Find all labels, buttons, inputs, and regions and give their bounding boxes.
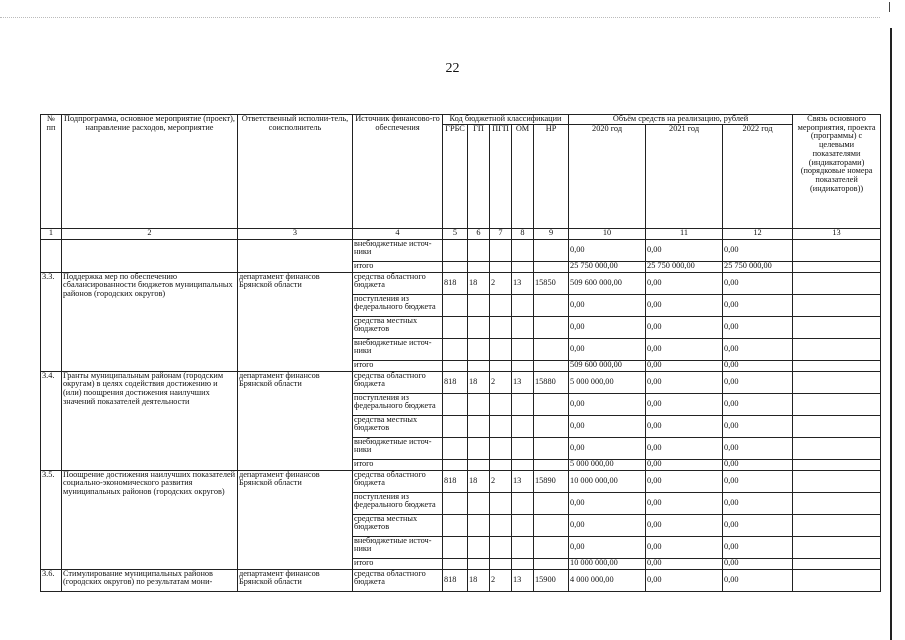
amount-2022: 0,00	[723, 492, 793, 514]
kbk-om	[512, 536, 534, 558]
indicator-link	[793, 239, 881, 261]
kbk-gp	[468, 261, 490, 272]
amount-2021: 0,00	[646, 437, 723, 459]
kbk-grbs	[443, 415, 468, 437]
kbk-pgp	[490, 393, 512, 415]
top-dotted-edge	[0, 17, 880, 21]
kbk-pgp	[490, 360, 512, 371]
indicator-link	[793, 492, 881, 514]
kbk-gp: 18	[468, 371, 490, 393]
kbk-pgp	[490, 294, 512, 316]
table-row	[41, 470, 881, 492]
funding-source: средства местных бюджетов	[353, 316, 443, 338]
header-pgp: ПГП	[490, 124, 512, 228]
kbk-pgp: 2	[490, 371, 512, 393]
kbk-pgp	[490, 459, 512, 470]
kbk-om	[512, 360, 534, 371]
page-number: 22	[445, 61, 460, 76]
amount-2020: 0,00	[569, 415, 646, 437]
amount-2020: 0,00	[569, 393, 646, 415]
kbk-gp	[468, 393, 490, 415]
header-nr: НР	[534, 124, 569, 228]
col-number: 8	[512, 228, 534, 239]
kbk-nr	[534, 492, 569, 514]
col-number: 5	[443, 228, 468, 239]
amount-2020: 0,00	[569, 536, 646, 558]
kbk-grbs	[443, 558, 468, 569]
amount-2022: 0,00	[723, 470, 793, 492]
kbk-grbs	[443, 294, 468, 316]
kbk-nr	[534, 459, 569, 470]
amount-2021: 0,00	[646, 272, 723, 294]
kbk-gp	[468, 514, 490, 536]
amount-2021: 0,00	[646, 536, 723, 558]
header-grbs: ГРБС	[443, 124, 468, 228]
kbk-nr	[534, 415, 569, 437]
amount-2021: 0,00	[646, 569, 723, 591]
right-page-border	[890, 28, 892, 640]
header-source: Источник финансово-го обеспечения	[353, 115, 443, 229]
amount-2021: 0,00	[646, 393, 723, 415]
kbk-nr	[534, 360, 569, 371]
kbk-grbs	[443, 514, 468, 536]
col-number: 2	[62, 228, 238, 239]
amount-2021: 0,00	[646, 360, 723, 371]
kbk-nr	[534, 437, 569, 459]
funding-source: поступления из федерального бюджета	[353, 294, 443, 316]
col-number: 3	[238, 228, 353, 239]
col-number: 1	[41, 228, 62, 239]
header-row	[41, 115, 881, 125]
header-om: ОМ	[512, 124, 534, 228]
amount-2022: 0,00	[723, 558, 793, 569]
amount-2020: 0,00	[569, 514, 646, 536]
executor: департамент финансов Брянской области	[238, 470, 353, 569]
amount-2020: 5 000 000,00	[569, 459, 646, 470]
amount-2020: 25 750 000,00	[569, 261, 646, 272]
amount-2022: 0,00	[723, 459, 793, 470]
kbk-pgp	[490, 338, 512, 360]
funding-source: средства местных бюджетов	[353, 514, 443, 536]
amount-2020: 10 000 000,00	[569, 558, 646, 569]
kbk-nr	[534, 558, 569, 569]
kbk-pgp	[490, 536, 512, 558]
amount-2020: 509 600 000,00	[569, 360, 646, 371]
kbk-gp	[468, 437, 490, 459]
program-name: Стимулирование муниципальных районов (городских округов) по результатам мони-	[62, 569, 238, 591]
indicator-link	[793, 294, 881, 316]
kbk-om	[512, 316, 534, 338]
program-name: Поощрение достижения наилучших показателей социально-экономического развития муниципальных районов (городских округов)	[62, 470, 238, 569]
table-row	[41, 569, 881, 591]
executor: департамент финансов Брянской области	[238, 569, 353, 591]
kbk-pgp	[490, 316, 512, 338]
row-number: 3.4.	[41, 371, 62, 470]
table-row	[41, 239, 881, 261]
row-number: 3.5.	[41, 470, 62, 569]
kbk-nr: 15880	[534, 371, 569, 393]
column-numbers-row	[41, 228, 881, 239]
col-number: 13	[793, 228, 881, 239]
kbk-om	[512, 492, 534, 514]
indicator-link	[793, 360, 881, 371]
kbk-gp	[468, 558, 490, 569]
kbk-gp	[468, 492, 490, 514]
kbk-pgp	[490, 261, 512, 272]
kbk-gp	[468, 294, 490, 316]
col-number: 4	[353, 228, 443, 239]
col-number: 9	[534, 228, 569, 239]
header-volume: Объём средств на реализацию, рублей	[569, 115, 793, 125]
kbk-pgp	[490, 558, 512, 569]
program-name: Поддержка мер по обеспечению сбалансированности бюджетов муниципальных районов (городских округов)	[62, 272, 238, 371]
kbk-grbs	[443, 459, 468, 470]
amount-2021: 25 750 000,00	[646, 261, 723, 272]
funding-source: поступления из федерального бюджета	[353, 492, 443, 514]
kbk-grbs	[443, 492, 468, 514]
kbk-nr	[534, 338, 569, 360]
amount-2021: 0,00	[646, 294, 723, 316]
kbk-nr	[534, 514, 569, 536]
kbk-pgp: 2	[490, 470, 512, 492]
kbk-gp: 18	[468, 569, 490, 591]
header-executor: Ответственный исполни-тель, соисполнитель	[238, 115, 353, 229]
kbk-om	[512, 261, 534, 272]
kbk-gp	[468, 415, 490, 437]
indicator-link	[793, 470, 881, 492]
indicator-link	[793, 514, 881, 536]
program-name: Гранты муниципальным районам (городским округам) в целях содействия достижению и (или) поощрения достижения наилучших значений показателей деятельности	[62, 371, 238, 470]
funding-source: внебюджетные источ-ники	[353, 239, 443, 261]
kbk-nr: 15850	[534, 272, 569, 294]
amount-2022: 0,00	[723, 514, 793, 536]
kbk-nr	[534, 294, 569, 316]
amount-2022: 0,00	[723, 437, 793, 459]
amount-2022: 0,00	[723, 415, 793, 437]
indicator-link	[793, 316, 881, 338]
executor: департамент финансов Брянской области	[238, 272, 353, 371]
kbk-grbs	[443, 393, 468, 415]
kbk-gp	[468, 239, 490, 261]
kbk-grbs	[443, 536, 468, 558]
kbk-om	[512, 338, 534, 360]
header-kbk: Код бюджетной классификации	[443, 115, 569, 125]
kbk-om: 13	[512, 272, 534, 294]
amount-2022: 0,00	[723, 338, 793, 360]
kbk-gp	[468, 316, 490, 338]
indicator-link	[793, 536, 881, 558]
header-2021: 2021 год	[646, 124, 723, 228]
kbk-nr	[534, 261, 569, 272]
amount-2022: 0,00	[723, 371, 793, 393]
amount-2021: 0,00	[646, 459, 723, 470]
total-label: итого	[353, 360, 443, 371]
kbk-gp	[468, 536, 490, 558]
funding-source: средства областного бюджета	[353, 272, 443, 294]
amount-2022: 0,00	[723, 316, 793, 338]
amount-2020: 0,00	[569, 437, 646, 459]
kbk-gp	[468, 360, 490, 371]
amount-2022: 0,00	[723, 360, 793, 371]
amount-2020: 0,00	[569, 239, 646, 261]
col-number: 12	[723, 228, 793, 239]
row-number: 3.6.	[41, 569, 62, 591]
funding-source: средства областного бюджета	[353, 569, 443, 591]
funding-source: внебюджетные источ-ники	[353, 338, 443, 360]
kbk-gp: 18	[468, 272, 490, 294]
kbk-om	[512, 415, 534, 437]
kbk-om	[512, 514, 534, 536]
kbk-grbs: 818	[443, 569, 468, 591]
funding-source: внебюджетные источ-ники	[353, 437, 443, 459]
kbk-nr: 15900	[534, 569, 569, 591]
kbk-grbs	[443, 360, 468, 371]
amount-2022: 0,00	[723, 393, 793, 415]
row-number	[41, 239, 62, 272]
kbk-om	[512, 393, 534, 415]
amount-2020: 4 000 000,00	[569, 569, 646, 591]
funding-source: средства местных бюджетов	[353, 415, 443, 437]
kbk-grbs: 818	[443, 470, 468, 492]
col-number: 7	[490, 228, 512, 239]
indicator-link	[793, 393, 881, 415]
executor: департамент финансов Брянской области	[238, 371, 353, 470]
amount-2020: 509 600 000,00	[569, 272, 646, 294]
kbk-om: 13	[512, 470, 534, 492]
header-link: Связь основного мероприятия, проекта (программы) с целевыми показателями (индикаторами) (порядковые номера показателей (индикаторов))	[793, 115, 881, 229]
col-number: 11	[646, 228, 723, 239]
amount-2021: 0,00	[646, 338, 723, 360]
amount-2021: 0,00	[646, 514, 723, 536]
col-number: 10	[569, 228, 646, 239]
indicator-link	[793, 415, 881, 437]
kbk-grbs: 818	[443, 272, 468, 294]
kbk-om: 13	[512, 569, 534, 591]
amount-2021: 0,00	[646, 415, 723, 437]
kbk-gp: 18	[468, 470, 490, 492]
table-row	[41, 272, 881, 294]
kbk-om	[512, 294, 534, 316]
indicator-link	[793, 437, 881, 459]
total-label: итого	[353, 261, 443, 272]
kbk-om	[512, 239, 534, 261]
funding-source: средства областного бюджета	[353, 371, 443, 393]
kbk-pgp: 2	[490, 272, 512, 294]
indicator-link	[793, 371, 881, 393]
kbk-nr	[534, 393, 569, 415]
kbk-grbs	[443, 239, 468, 261]
kbk-pgp	[490, 239, 512, 261]
kbk-nr	[534, 316, 569, 338]
amount-2021: 0,00	[646, 558, 723, 569]
right-edge-tick	[889, 2, 890, 12]
budget-table	[40, 114, 881, 592]
kbk-om: 13	[512, 371, 534, 393]
amount-2020: 0,00	[569, 294, 646, 316]
indicator-link	[793, 338, 881, 360]
kbk-pgp: 2	[490, 569, 512, 591]
header-program: Подпрограмма, основное мероприятие (проект), направление расходов, мероприятие	[62, 115, 238, 229]
header-gp: ГП	[468, 124, 490, 228]
amount-2021: 0,00	[646, 316, 723, 338]
kbk-pgp	[490, 514, 512, 536]
table-row	[41, 371, 881, 393]
kbk-pgp	[490, 437, 512, 459]
amount-2022: 25 750 000,00	[723, 261, 793, 272]
funding-source: поступления из федерального бюджета	[353, 393, 443, 415]
header-num: № пп	[41, 115, 62, 229]
total-label: итого	[353, 459, 443, 470]
amount-2022: 0,00	[723, 294, 793, 316]
amount-2020: 0,00	[569, 316, 646, 338]
program-name	[62, 239, 238, 272]
kbk-grbs	[443, 437, 468, 459]
funding-source: средства областного бюджета	[353, 470, 443, 492]
kbk-gp	[468, 338, 490, 360]
indicator-link	[793, 272, 881, 294]
amount-2022: 0,00	[723, 536, 793, 558]
col-number: 6	[468, 228, 490, 239]
kbk-om	[512, 558, 534, 569]
amount-2020: 5 000 000,00	[569, 371, 646, 393]
kbk-om	[512, 459, 534, 470]
amount-2021: 0,00	[646, 470, 723, 492]
amount-2021: 0,00	[646, 239, 723, 261]
amount-2022: 0,00	[723, 272, 793, 294]
amount-2022: 0,00	[723, 569, 793, 591]
indicator-link	[793, 459, 881, 470]
amount-2022: 0,00	[723, 239, 793, 261]
kbk-grbs	[443, 261, 468, 272]
kbk-pgp	[490, 492, 512, 514]
kbk-gp	[468, 459, 490, 470]
amount-2021: 0,00	[646, 371, 723, 393]
kbk-nr: 15890	[534, 470, 569, 492]
amount-2020: 0,00	[569, 492, 646, 514]
total-label: итого	[353, 558, 443, 569]
amount-2021: 0,00	[646, 492, 723, 514]
kbk-nr	[534, 239, 569, 261]
indicator-link	[793, 261, 881, 272]
amount-2020: 10 000 000,00	[569, 470, 646, 492]
header-2020: 2020 год	[569, 124, 646, 228]
funding-source: внебюджетные источ-ники	[353, 536, 443, 558]
executor	[238, 239, 353, 272]
indicator-link	[793, 569, 881, 591]
kbk-grbs	[443, 316, 468, 338]
kbk-om	[512, 437, 534, 459]
kbk-pgp	[490, 415, 512, 437]
header-2022: 2022 год	[723, 124, 793, 228]
amount-2020: 0,00	[569, 338, 646, 360]
kbk-grbs: 818	[443, 371, 468, 393]
row-number: 3.3.	[41, 272, 62, 371]
kbk-nr	[534, 536, 569, 558]
indicator-link	[793, 558, 881, 569]
kbk-grbs	[443, 338, 468, 360]
